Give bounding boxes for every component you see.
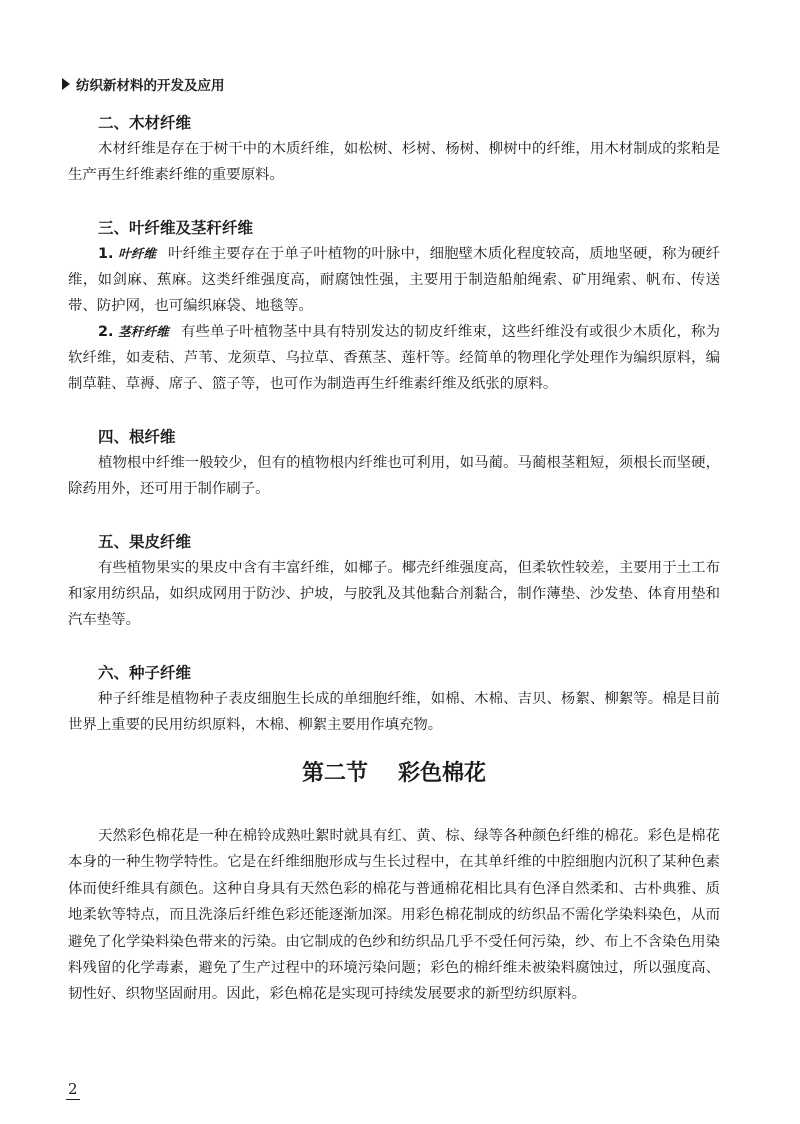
subsection-paragraph xyxy=(68,319,720,397)
subsection-title: 茎秆纤维 xyxy=(118,324,169,339)
section-paragraph: 木材纤维是存在于树干中的木质纤维，如松树、杉树、杨树、柳树中的纤维，用木材制成的浆粕是生产再生纤维素纤维的重要原料。 xyxy=(68,141,720,183)
section-leaf-stem-fiber xyxy=(68,215,720,397)
section-fruit-peel-fiber xyxy=(68,529,720,633)
section-root-fiber xyxy=(68,424,720,502)
subsection-number: 2. xyxy=(98,324,114,340)
section-seed-fiber xyxy=(68,660,720,738)
subsection-title: 叶纤维 xyxy=(118,246,157,261)
section-paragraph: 有些植物果实的果皮中含有丰富纤维，如椰子。椰壳纤维强度高，但柔软性较差，主要用于土工布和家用纺织品，如织成网用于防沙、护坡，与胶乳及其他黏合剂黏合，制作薄垫、沙发垫、体育用垫和汽车垫等。 xyxy=(68,560,720,628)
section-paragraph: 植物根中纤维一般较少，但有的植物根内纤维也可利用，如马蔺。马蔺根茎粗短，须根长而坚硬，除药用外，还可用于制作刷子。 xyxy=(68,455,720,497)
chapter-title xyxy=(68,759,720,789)
subsection-number: 1. xyxy=(98,246,114,262)
section-heading: 二、木材纤维 xyxy=(98,114,192,132)
section-heading: 三、叶纤维及茎秆纤维 xyxy=(98,219,254,237)
subsection-paragraph xyxy=(68,241,720,319)
section-heading: 五、果皮纤维 xyxy=(98,533,192,551)
section-wood-fiber xyxy=(68,110,720,188)
running-head-title: 纺织新材料的开发及应用 xyxy=(76,78,225,94)
running-head xyxy=(62,74,225,94)
page-number: 2 xyxy=(68,1080,78,1098)
chapter-name: 彩色棉花 xyxy=(398,761,487,786)
page-content xyxy=(68,110,720,1008)
subsection-text: 有些单子叶植物茎中具有特别发达的韧皮纤维束，这些纤维没有或很少木质化，称为软纤维，如麦秸、芦苇、龙须草、乌拉草、香蕉茎、莲杆等。经简单的物理化学处理作为编织原料，编制草鞋、草褥、席子、篮子等，也可作为制造再生纤维素纤维及纸张的原料。 xyxy=(68,324,720,392)
subsection-text: 叶纤维主要存在于单子叶植物的叶脉中，细胞壁木质化程度较高，质地坚硬，称为硬纤维，如剑麻、蕉麻。这类纤维强度高，耐腐蚀性强，主要用于制造船舶绳索、矿用绳索、帆布、传送带、防护网，也可编织麻袋、地毯等。 xyxy=(68,246,720,314)
section-heading: 四、根纤维 xyxy=(98,428,176,446)
section-heading: 六、种子纤维 xyxy=(98,664,192,682)
triangle-marker-icon xyxy=(62,78,70,90)
chapter-paragraph: 天然彩色棉花是一种在棉铃成熟吐絮时就具有红、黄、棕、绿等各种颜色纤维的棉花。彩色是棉花本身的一种生物学特性。它是在纤维细胞形成与生长过程中，在其单纤维的中腔细胞内沉积了某种色素体而使纤维具有颜色。这种自身具有天然色彩的棉花与普通棉花相比具有色泽自然柔和、古朴典雅、质地柔软等特点，而且洗涤后纤维色彩还能逐渐加深。用彩色棉花制成的纺织品不需化学染料染色，从而避免了化学染料染色带来的污染。由它制成的色纱和纺织品几乎不受任何污染，纱、布上不含染色用染料残留的化学毒素，避免了生产过程中的环境污染问题；彩色的棉纤维未被染料腐蚀过，所以强度高、韧性好、织物坚固耐用。因此，彩色棉花是实现可持续发展要求的新型纺织原料。 xyxy=(68,828,720,1003)
chapter-number: 第二节 xyxy=(301,761,368,786)
section-paragraph: 种子纤维是植物种子表皮细胞生长成的单细胞纤维，如棉、木棉、吉贝、杨絮、柳絮等。棉是目前世界上重要的民用纺织原料，木棉、柳絮主要用作填充物。 xyxy=(68,691,720,733)
